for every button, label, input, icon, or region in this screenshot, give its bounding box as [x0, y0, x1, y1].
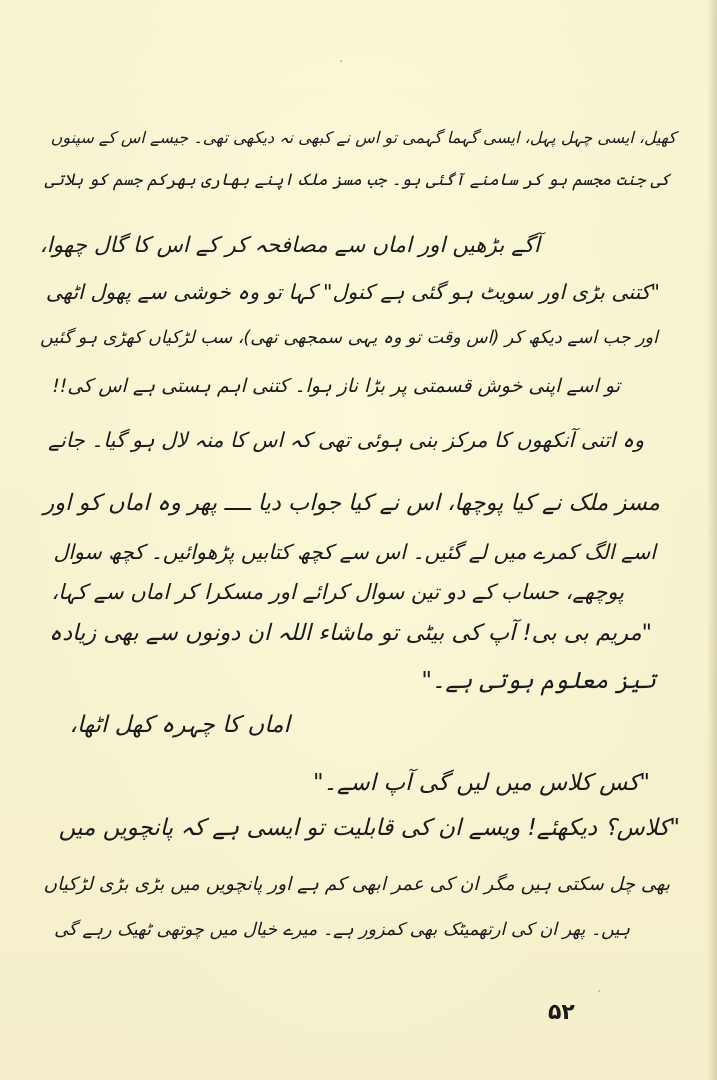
text-line: کھیل، ایسی چہل پہل، ایسی گہما گہمی تو اس نے کبھی نہ دیکھی تھی۔ جیسے اس کے سپنوں: [50, 128, 676, 147]
text-line: کی جنت مجسم ہو کر سامنے آگئی ہو۔ جب مسز ملک اپنے بھاری بھرکم جسم کو ہلاتی: [44, 170, 670, 189]
text-line: تو اسے اپنی خوش قسمتی پر بڑا ناز ہوا۔ کتنی اہم ہستی ہے اس کی!!: [52, 375, 620, 397]
text-line: اور جب اسے دیکھ کر (اس وقت تو وہ یہی سمجھی تھی)، سب لڑکیاں کھڑی ہو گئیں: [40, 328, 658, 348]
text-line: "کس کلاس میں لیں گی آپ اسے۔": [312, 770, 650, 796]
text-line: آگے بڑھیں اور اماں سے مصافحہ کر کے اس کا گال چھوا،: [39, 233, 540, 258]
text-line: اسے الگ کمرے میں لے گئیں۔ اس سے کچھ کتابیں پڑھوائیں۔ کچھ سوال: [53, 540, 656, 564]
text-line: تیز معلوم ہوتی ہے۔": [421, 668, 656, 694]
text-line: مسز ملک نے کیا پوچھا، اس نے کیا جواب دیا ــــ پھر وہ اماں کو اور: [43, 490, 660, 516]
page-edge-shadow: [707, 0, 717, 1080]
page-number: ۵۲: [548, 1000, 575, 1025]
paper-speck: [598, 990, 600, 992]
text-line: "کلاس؟ دیکھئے! ویسے ان کی قابلیت تو ایسی ہے کہ پانچویں میں: [58, 815, 680, 841]
paper-speck: [120, 880, 123, 883]
text-line: اماں کا چہرہ کھل اٹھا،: [69, 712, 290, 738]
text-line: وہ اتنی آنکھوں کا مرکز بنی ہوئی تھی کہ اس کا منہ لال ہو گیا۔ جانے: [48, 428, 644, 452]
text-line: پوچھے، حساب کے دو تین سوال کرائے اور مسکرا کر اماں سے کہا،: [51, 580, 624, 604]
text-line: بھی چل سکتی ہیں مگر ان کی عمر ابھی کم ہے اور پانچویں میں بڑی بڑی لڑکیاں: [43, 874, 670, 895]
text-line: "کتنی بڑی اور سویٹ ہو گئی ہے کنول" کہا تو وہ خوشی سے پھول اٹھی: [45, 280, 660, 304]
text-line: ہیں۔ پھر ان کی ارتھمیٹک بھی کمزور ہے۔ میرے خیال میں چوتھی ٹھیک رہے گی: [54, 920, 630, 940]
text-line: "مریم بی بی! آپ کی بیٹی تو ماشاء اللہ ان دونوں سے بھی زیادہ: [48, 620, 652, 646]
paper-speck: [340, 60, 342, 62]
